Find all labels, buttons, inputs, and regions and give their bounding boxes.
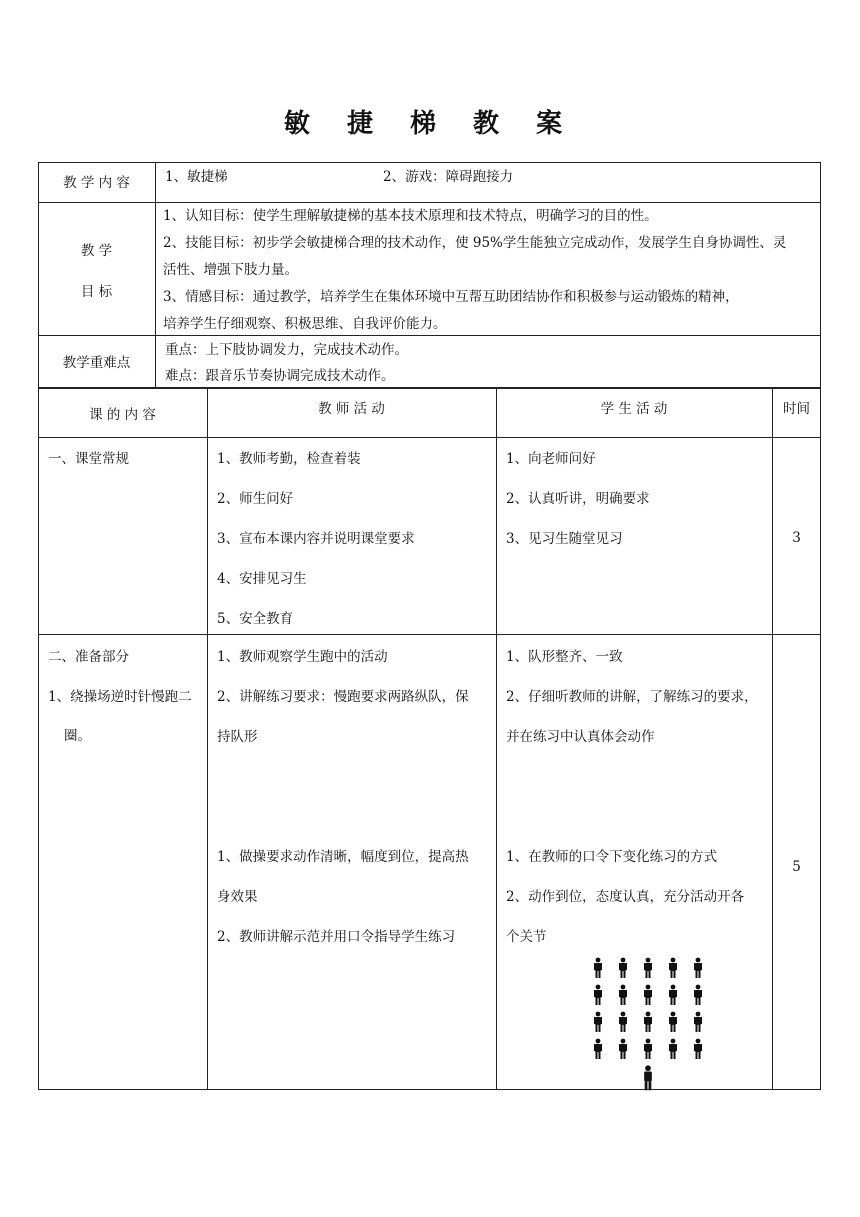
- student-figure: [694, 958, 702, 978]
- key-difficulty-label: 教学重难点: [62, 355, 131, 371]
- list-item: 1、队形整齐、一致: [506, 649, 623, 665]
- section2-content-title: 二、准备部分: [48, 649, 129, 665]
- list-item: 个关节: [506, 929, 547, 945]
- goal-line: 培养学生仔细观察、积极思维、自我评价能力。: [163, 316, 447, 332]
- goal-line: 活性、增强下肢力量。: [163, 262, 298, 278]
- student-figure: [669, 958, 677, 978]
- student-figure: [644, 958, 652, 978]
- student-figure: [694, 1039, 702, 1059]
- list-item: 3、见习生随堂见习: [506, 531, 623, 547]
- section1-teacher: [217, 439, 415, 639]
- student-figure: [669, 1012, 677, 1032]
- student-figure: [694, 985, 702, 1005]
- list-item: 3、宣布本课内容并说明课堂要求: [217, 531, 415, 547]
- section2-student-b: [506, 837, 744, 957]
- goal-line: 3、情感目标：通过教学，培养学生在集体环境中互帮互助团结协作和积极参与运动锻炼的精神，: [163, 289, 739, 305]
- list-item: 并在练习中认真体会动作: [506, 729, 655, 745]
- student-figure: [694, 1012, 702, 1032]
- student-figure: [669, 1039, 677, 1059]
- page-title: 敏 捷 梯 教 案: [283, 109, 577, 139]
- header-teacher: 教 师 活 动: [318, 401, 385, 417]
- goals-label-line1: 教 学: [80, 243, 113, 259]
- section2-student-a: [506, 637, 758, 757]
- section2-time: 5: [792, 859, 801, 875]
- student-figure: [594, 958, 602, 978]
- content-item-2: 2、游戏：障碍跑接力: [383, 169, 514, 185]
- list-item: 1、在教师的口令下变化练习的方式: [506, 849, 718, 865]
- list-item: 1、教师观察学生跑中的活动: [217, 649, 388, 665]
- formation-diagram: [585, 953, 715, 1093]
- student-figure: [619, 985, 627, 1005]
- list-item: 身效果: [217, 889, 258, 905]
- key-point: 重点：上下肢协调发力，完成技术动作。: [165, 342, 408, 358]
- list-item: 2、仔细听教师的讲解，了解练习的要求，: [506, 689, 758, 705]
- list-item: 5、安全教育: [217, 611, 294, 627]
- section2-teacher-b: [217, 837, 469, 957]
- student-figure: [644, 1039, 652, 1059]
- student-figure: [669, 985, 677, 1005]
- content-label: 教 学 内 容: [63, 175, 130, 191]
- student-figure: [644, 1012, 652, 1032]
- list-item: 2、教师讲解示范并用口令指导学生练习: [217, 929, 456, 945]
- student-figure: [619, 1039, 627, 1059]
- content-item-1: 1、敏捷梯: [165, 169, 228, 185]
- section2-content-item-line1: 1、绕操场逆时针慢跑二: [48, 689, 192, 705]
- header-content: 课 的 内 容: [89, 407, 156, 423]
- student-figure: [594, 1012, 602, 1032]
- section1-content: 一、课堂常规: [48, 451, 129, 467]
- difficult-point: 难点：跟音乐节奏协调完成技术动作。: [165, 368, 395, 384]
- goal-line: 2、技能目标：初步学会敏捷梯合理的技术动作，使 95%学生能独立完成动作，发展学生自身协调性、灵: [163, 235, 787, 251]
- section2-teacher-a: [217, 637, 469, 757]
- list-item: 4、安排见习生: [217, 571, 307, 587]
- teacher-figure: [644, 1065, 652, 1090]
- section1-time: 3: [792, 530, 801, 546]
- student-figure: [644, 985, 652, 1005]
- student-figure: [594, 1039, 602, 1059]
- list-item: 2、认真听讲，明确要求: [506, 491, 650, 507]
- list-item: 持队形: [217, 729, 258, 745]
- goals-text: [163, 203, 786, 338]
- student-figure: [619, 958, 627, 978]
- list-item: 1、向老师问好: [506, 451, 596, 467]
- list-item: 1、做操要求动作清晰，幅度到位，提高热: [217, 849, 469, 865]
- goal-line: 1、认知目标：使学生理解敏捷梯的基本技术原理和技术特点，明确学习的目的性。: [163, 208, 658, 224]
- list-item: 2、动作到位，态度认真，充分活动开各: [506, 889, 745, 905]
- section1-student: [506, 439, 650, 559]
- goals-label-line2: 目 标: [80, 284, 113, 300]
- list-item: 2、师生问好: [217, 491, 294, 507]
- list-item: 1、教师考勤，检查着装: [217, 451, 361, 467]
- section2-content-item-line2: 圈。: [64, 728, 91, 744]
- list-item: 2、讲解练习要求：慢跑要求两路纵队，保: [217, 689, 469, 705]
- header-time: 时间: [783, 401, 810, 417]
- student-figure: [619, 1012, 627, 1032]
- header-student: 学 生 活 动: [600, 401, 668, 417]
- student-figure: [594, 985, 602, 1005]
